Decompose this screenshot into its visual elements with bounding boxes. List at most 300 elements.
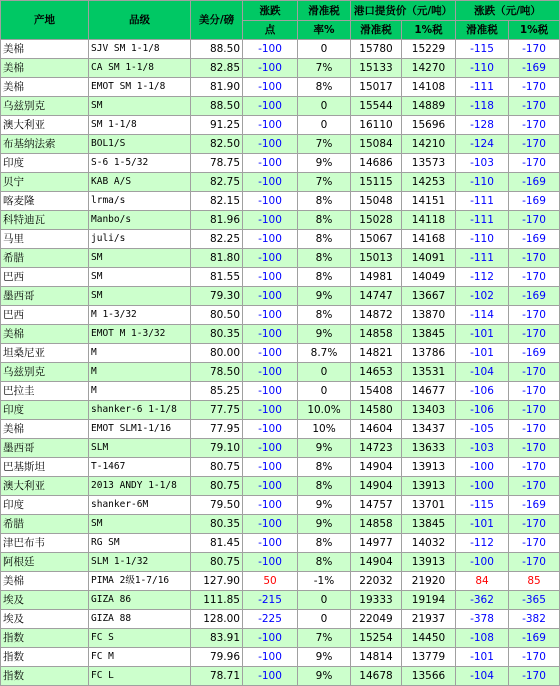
cell-usd-price: 79.10 [191,439,243,458]
cell-price-sliding-tax: 15067 [351,230,402,249]
cell-origin: 指数 [1,667,89,686]
cell-change-sliding-tax: -124 [456,135,509,154]
cell-grade: SM [89,249,191,268]
cell-change-points: -225 [243,610,298,629]
cell-sliding-tax-rate: -1% [298,572,351,591]
cell-sliding-tax-rate: 7% [298,173,351,192]
cell-usd-price: 80.75 [191,477,243,496]
cell-change-sliding-tax: -111 [456,192,509,211]
cell-change-sliding-tax: -104 [456,363,509,382]
table-row [1,78,560,97]
cell-change-1pct-tax: -169 [509,230,560,249]
cell-change-sliding-tax: -104 [456,667,509,686]
cell-change-1pct-tax: -169 [509,629,560,648]
cell-origin: 希腊 [1,249,89,268]
cell-usd-price: 79.50 [191,496,243,515]
cell-price-1pct-tax: 21937 [402,610,456,629]
cell-origin: 美棉 [1,325,89,344]
cell-origin: 印度 [1,496,89,515]
header-change-points-2: 点 [243,21,298,40]
cell-sliding-tax-rate: 10% [298,420,351,439]
cell-price-sliding-tax: 22049 [351,610,402,629]
cell-grade: SJV SM 1-1/8 [89,40,191,59]
cell-price-sliding-tax: 14757 [351,496,402,515]
cell-change-1pct-tax: -170 [509,515,560,534]
cell-price-1pct-tax: 13913 [402,553,456,572]
cell-change-points: -100 [243,325,298,344]
header-grade: 品级 [89,1,191,40]
cell-change-points: 50 [243,572,298,591]
cell-change-sliding-tax: -103 [456,439,509,458]
cell-change-sliding-tax: -100 [456,477,509,496]
cell-change-1pct-tax: -170 [509,78,560,97]
cell-change-sliding-tax: -111 [456,249,509,268]
cell-usd-price: 78.71 [191,667,243,686]
table-row [1,534,560,553]
cell-change-1pct-tax: -170 [509,97,560,116]
cell-grade: Manbo/s [89,211,191,230]
cell-grade: T-1467 [89,458,191,477]
cell-grade: PIMA 2级1-7/16 [89,572,191,591]
cell-change-sliding-tax: -100 [456,458,509,477]
cell-change-1pct-tax: -169 [509,496,560,515]
cell-usd-price: 88.50 [191,97,243,116]
cell-grade: RG SM [89,534,191,553]
cell-sliding-tax-rate: 9% [298,325,351,344]
cell-grade: M [89,344,191,363]
cell-change-sliding-tax: -110 [456,59,509,78]
cell-usd-price: 83.91 [191,629,243,648]
cell-origin: 印度 [1,401,89,420]
header-sliding-rate-1: 滑准税 [298,1,351,21]
cell-grade: 2013 ANDY 1-1/8 [89,477,191,496]
cell-change-sliding-tax: -101 [456,648,509,667]
cell-price-1pct-tax: 14151 [402,192,456,211]
cell-grade: CA SM 1-1/8 [89,59,191,78]
cell-grade: M 1-3/32 [89,306,191,325]
cell-usd-price: 128.00 [191,610,243,629]
cell-price-sliding-tax: 15115 [351,173,402,192]
cell-usd-price: 82.25 [191,230,243,249]
cell-change-1pct-tax: -170 [509,477,560,496]
cell-change-1pct-tax: -365 [509,591,560,610]
cell-price-sliding-tax: 15133 [351,59,402,78]
cell-usd-price: 82.15 [191,192,243,211]
table-row [1,116,560,135]
header-tax-1pct-2: 1%税 [509,21,560,40]
cell-price-1pct-tax: 14210 [402,135,456,154]
header-row-1 [1,1,560,21]
cell-origin: 美棉 [1,59,89,78]
cell-change-points: -100 [243,420,298,439]
cell-origin: 巴西 [1,306,89,325]
cell-change-1pct-tax: -169 [509,287,560,306]
cell-usd-price: 80.75 [191,553,243,572]
cell-price-sliding-tax: 14747 [351,287,402,306]
cell-sliding-tax-rate: 0 [298,40,351,59]
cell-grade: GIZA 86 [89,591,191,610]
cell-grade: lrma/s [89,192,191,211]
table-row [1,97,560,116]
cell-sliding-tax-rate: 7% [298,629,351,648]
cell-change-1pct-tax: -170 [509,382,560,401]
cell-sliding-tax-rate: 9% [298,667,351,686]
cell-change-points: -100 [243,439,298,458]
table-row [1,211,560,230]
cell-usd-price: 78.75 [191,154,243,173]
table-row [1,192,560,211]
table-row [1,515,560,534]
table-row [1,59,560,78]
cell-price-1pct-tax: 13786 [402,344,456,363]
cell-change-1pct-tax: -169 [509,59,560,78]
cell-usd-price: 80.50 [191,306,243,325]
cell-change-sliding-tax: -103 [456,154,509,173]
table-row [1,458,560,477]
table-row [1,496,560,515]
cell-price-1pct-tax: 13633 [402,439,456,458]
cell-change-points: -100 [243,173,298,192]
cell-usd-price: 81.45 [191,534,243,553]
cell-change-points: -100 [243,382,298,401]
table-row [1,173,560,192]
cell-origin: 澳大利亚 [1,477,89,496]
cell-price-sliding-tax: 14678 [351,667,402,686]
cell-sliding-tax-rate: 0 [298,116,351,135]
cell-change-points: -100 [243,648,298,667]
cell-usd-price: 80.35 [191,325,243,344]
cell-price-sliding-tax: 15408 [351,382,402,401]
cell-change-1pct-tax: -170 [509,420,560,439]
cell-usd-price: 81.96 [191,211,243,230]
cell-change-points: -100 [243,192,298,211]
cell-usd-price: 80.35 [191,515,243,534]
cell-change-1pct-tax: -170 [509,325,560,344]
cell-usd-price: 82.75 [191,173,243,192]
cell-sliding-tax-rate: 9% [298,154,351,173]
header-sliding-tax: 滑准税 [351,21,402,40]
header-sliding-tax-2: 滑准税 [456,21,509,40]
cell-change-sliding-tax: -118 [456,97,509,116]
cell-price-sliding-tax: 15084 [351,135,402,154]
cell-change-1pct-tax: -170 [509,268,560,287]
cell-usd-price: 82.85 [191,59,243,78]
cell-origin: 墨西哥 [1,287,89,306]
cell-change-points: -100 [243,306,298,325]
cell-origin: 美棉 [1,420,89,439]
cell-change-sliding-tax: 84 [456,572,509,591]
cell-origin: 喀麦隆 [1,192,89,211]
cell-usd-price: 80.00 [191,344,243,363]
cell-change-1pct-tax: -170 [509,458,560,477]
cell-change-1pct-tax: -170 [509,154,560,173]
cell-change-points: -100 [243,249,298,268]
cell-usd-price: 77.95 [191,420,243,439]
cell-usd-price: 79.30 [191,287,243,306]
cell-sliding-tax-rate: 0 [298,97,351,116]
cell-change-1pct-tax: -170 [509,439,560,458]
cell-grade: shanker-6M [89,496,191,515]
cell-change-points: -100 [243,135,298,154]
cell-change-points: -215 [243,591,298,610]
cell-price-sliding-tax: 14580 [351,401,402,420]
cell-price-sliding-tax: 14872 [351,306,402,325]
cell-change-1pct-tax: -170 [509,667,560,686]
cell-price-1pct-tax: 19194 [402,591,456,610]
table-row [1,477,560,496]
cell-sliding-tax-rate: 0 [298,610,351,629]
table-row [1,268,560,287]
cell-price-1pct-tax: 13531 [402,363,456,382]
cell-grade: juli/s [89,230,191,249]
cell-grade: M [89,363,191,382]
cell-price-1pct-tax: 14450 [402,629,456,648]
cell-price-1pct-tax: 13701 [402,496,456,515]
cell-change-1pct-tax: 85 [509,572,560,591]
cell-change-1pct-tax: -169 [509,192,560,211]
cell-change-points: -100 [243,59,298,78]
table-row [1,154,560,173]
table-row [1,572,560,591]
cell-price-sliding-tax: 14604 [351,420,402,439]
cell-price-1pct-tax: 13779 [402,648,456,667]
cell-change-sliding-tax: -112 [456,534,509,553]
cell-sliding-tax-rate: 8% [298,211,351,230]
cell-origin: 美棉 [1,78,89,97]
cell-price-1pct-tax: 13845 [402,325,456,344]
cell-origin: 乌兹别克 [1,97,89,116]
cell-change-1pct-tax: -170 [509,40,560,59]
header-origin: 产地 [1,1,89,40]
header-pickup-price: 港口提货价（元/吨） [351,1,456,21]
cell-price-1pct-tax: 14677 [402,382,456,401]
cell-sliding-tax-rate: 8% [298,553,351,572]
cell-price-1pct-tax: 15229 [402,40,456,59]
cell-sliding-tax-rate: 0 [298,382,351,401]
cell-change-points: -100 [243,496,298,515]
cell-change-points: -100 [243,401,298,420]
cell-origin: 贝宁 [1,173,89,192]
cell-change-sliding-tax: -105 [456,420,509,439]
header-sliding-rate-2: 率% [298,21,351,40]
cell-price-1pct-tax: 13913 [402,458,456,477]
cell-origin: 乌兹别克 [1,363,89,382]
cell-price-sliding-tax: 14686 [351,154,402,173]
cell-origin: 坦桑尼亚 [1,344,89,363]
cell-change-sliding-tax: -106 [456,401,509,420]
cell-grade: EMOT SM 1-1/8 [89,78,191,97]
header-tax-1pct: 1%税 [402,21,456,40]
table-row [1,382,560,401]
cell-change-points: -100 [243,268,298,287]
cell-price-sliding-tax: 14814 [351,648,402,667]
cell-price-1pct-tax: 14168 [402,230,456,249]
cell-change-1pct-tax: -170 [509,363,560,382]
cell-price-1pct-tax: 13566 [402,667,456,686]
cell-sliding-tax-rate: 8.7% [298,344,351,363]
cell-origin: 美棉 [1,40,89,59]
cell-change-sliding-tax: -112 [456,268,509,287]
cell-change-points: -100 [243,78,298,97]
cell-change-1pct-tax: -169 [509,344,560,363]
cell-grade: EMOT M 1-3/32 [89,325,191,344]
table-row [1,667,560,686]
cell-grade: SLM 1-1/32 [89,553,191,572]
cell-sliding-tax-rate: 8% [298,534,351,553]
cell-origin: 巴基斯坦 [1,458,89,477]
cell-change-sliding-tax: -110 [456,230,509,249]
cell-change-1pct-tax: -170 [509,648,560,667]
table-row [1,135,560,154]
cell-change-sliding-tax: -114 [456,306,509,325]
cell-change-1pct-tax: -170 [509,116,560,135]
cell-price-1pct-tax: 13403 [402,401,456,420]
table-row [1,40,560,59]
table-row [1,610,560,629]
cell-change-points: -100 [243,97,298,116]
cell-change-points: -100 [243,230,298,249]
cell-change-points: -100 [243,344,298,363]
cell-price-1pct-tax: 14091 [402,249,456,268]
cell-usd-price: 88.50 [191,40,243,59]
cell-grade: S-6 1-5/32 [89,154,191,173]
cell-sliding-tax-rate: 8% [298,268,351,287]
cell-usd-price: 82.50 [191,135,243,154]
cell-change-sliding-tax: -106 [456,382,509,401]
cell-usd-price: 111.85 [191,591,243,610]
cell-change-points: -100 [243,154,298,173]
cell-sliding-tax-rate: 0 [298,363,351,382]
table-row [1,230,560,249]
cell-price-sliding-tax: 14981 [351,268,402,287]
table-row [1,325,560,344]
cell-usd-price: 91.25 [191,116,243,135]
cell-grade: shanker-6 1-1/8 [89,401,191,420]
cell-change-sliding-tax: -115 [456,40,509,59]
cell-usd-price: 79.96 [191,648,243,667]
cell-sliding-tax-rate: 8% [298,192,351,211]
cell-change-sliding-tax: -111 [456,78,509,97]
cell-change-1pct-tax: -170 [509,211,560,230]
cell-usd-price: 78.50 [191,363,243,382]
table-row [1,287,560,306]
cell-grade: SM [89,515,191,534]
cell-sliding-tax-rate: 9% [298,287,351,306]
cell-grade: M [89,382,191,401]
cell-change-1pct-tax: -169 [509,173,560,192]
cell-grade: SLM [89,439,191,458]
cell-sliding-tax-rate: 9% [298,515,351,534]
cell-origin: 美棉 [1,572,89,591]
cell-change-points: -100 [243,515,298,534]
cell-price-sliding-tax: 15013 [351,249,402,268]
cell-grade: SM [89,287,191,306]
cell-usd-price: 80.75 [191,458,243,477]
cell-price-1pct-tax: 14270 [402,59,456,78]
cell-price-sliding-tax: 14904 [351,458,402,477]
table-row [1,306,560,325]
cell-change-1pct-tax: -170 [509,553,560,572]
cell-usd-price: 77.75 [191,401,243,420]
cell-grade: SM [89,97,191,116]
table-row [1,439,560,458]
cell-usd-price: 127.90 [191,572,243,591]
cell-price-sliding-tax: 14904 [351,553,402,572]
table-row [1,648,560,667]
cell-price-1pct-tax: 14118 [402,211,456,230]
cell-sliding-tax-rate: 7% [298,59,351,78]
cell-change-points: -100 [243,211,298,230]
cell-grade: EMOT SLM1-1/16 [89,420,191,439]
cell-price-1pct-tax: 13667 [402,287,456,306]
cell-change-points: -100 [243,40,298,59]
cell-grade: KAB A/S [89,173,191,192]
cell-sliding-tax-rate: 9% [298,439,351,458]
cell-grade: SM 1-1/8 [89,116,191,135]
table-row [1,344,560,363]
cell-origin: 澳大利亚 [1,116,89,135]
header-change-yuan: 涨跌（元/吨） [456,1,560,21]
table-row [1,629,560,648]
cell-price-1pct-tax: 14889 [402,97,456,116]
cell-change-points: -100 [243,116,298,135]
cell-change-points: -100 [243,534,298,553]
cell-price-1pct-tax: 14032 [402,534,456,553]
cell-price-1pct-tax: 15696 [402,116,456,135]
cell-price-1pct-tax: 14253 [402,173,456,192]
cell-change-1pct-tax: -170 [509,534,560,553]
cell-price-1pct-tax: 13845 [402,515,456,534]
cell-change-1pct-tax: -170 [509,306,560,325]
cell-origin: 布基纳法索 [1,135,89,154]
cell-change-points: -100 [243,458,298,477]
cell-price-sliding-tax: 14977 [351,534,402,553]
table-row [1,420,560,439]
cell-change-sliding-tax: -101 [456,344,509,363]
cell-change-sliding-tax: -108 [456,629,509,648]
cell-price-sliding-tax: 14653 [351,363,402,382]
cell-price-sliding-tax: 15544 [351,97,402,116]
cell-change-1pct-tax: -382 [509,610,560,629]
cell-change-sliding-tax: -115 [456,496,509,515]
cell-grade: FC L [89,667,191,686]
cell-change-points: -100 [243,553,298,572]
cell-change-sliding-tax: -128 [456,116,509,135]
cell-origin: 指数 [1,629,89,648]
cell-origin: 巴拉圭 [1,382,89,401]
cell-usd-price: 81.90 [191,78,243,97]
cell-change-1pct-tax: -170 [509,135,560,154]
cell-usd-price: 85.25 [191,382,243,401]
cell-sliding-tax-rate: 8% [298,306,351,325]
cell-price-sliding-tax: 15017 [351,78,402,97]
cell-price-sliding-tax: 14821 [351,344,402,363]
cell-price-1pct-tax: 21920 [402,572,456,591]
cell-price-sliding-tax: 15254 [351,629,402,648]
cell-sliding-tax-rate: 9% [298,648,351,667]
cell-origin: 印度 [1,154,89,173]
cell-change-points: -100 [243,287,298,306]
cell-price-sliding-tax: 15048 [351,192,402,211]
cell-origin: 埃及 [1,610,89,629]
cell-origin: 阿根廷 [1,553,89,572]
cell-sliding-tax-rate: 10.0% [298,401,351,420]
cell-origin: 科特迪瓦 [1,211,89,230]
cell-price-1pct-tax: 13573 [402,154,456,173]
cell-change-sliding-tax: -362 [456,591,509,610]
cell-change-sliding-tax: -102 [456,287,509,306]
cell-change-1pct-tax: -170 [509,249,560,268]
